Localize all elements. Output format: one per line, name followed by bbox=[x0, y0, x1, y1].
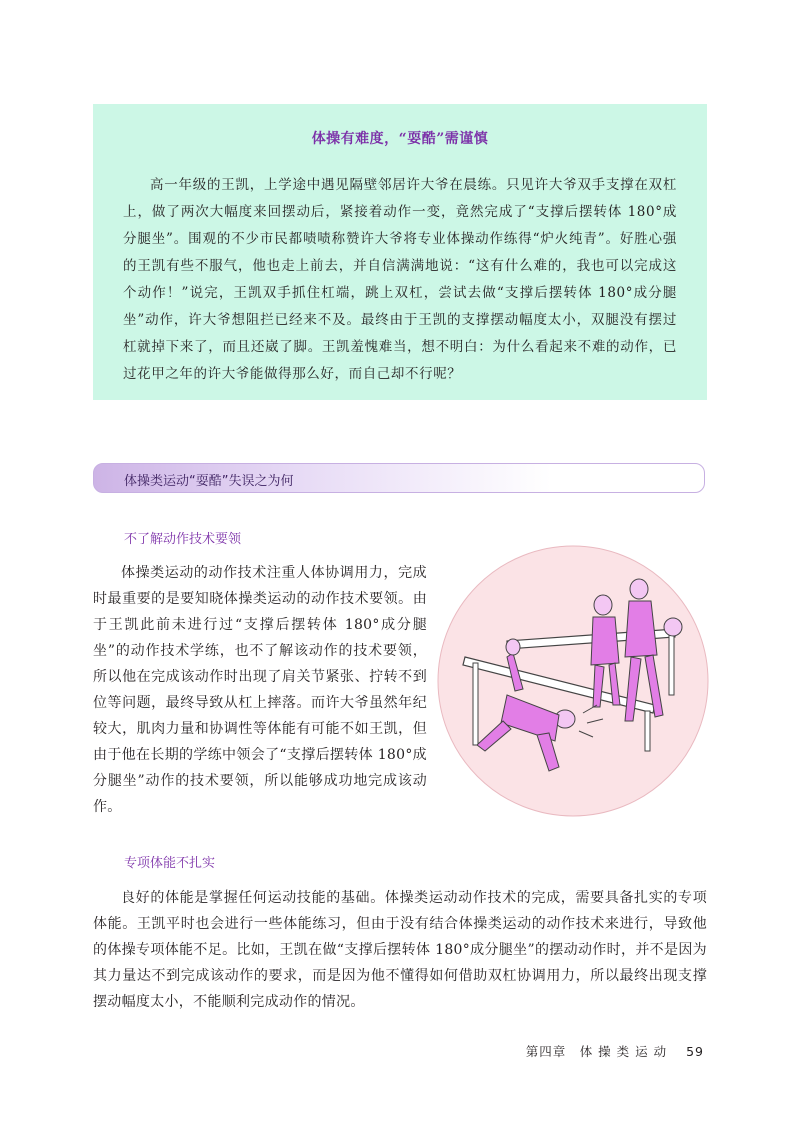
case-box bbox=[93, 104, 707, 400]
subheading-fitness: 专项体能不扎实 bbox=[124, 856, 216, 871]
paragraph-technique: 体操类运动的动作技术注重人体协调用力，完成时最重要的是要知晓体操类运动的动作技术要领。由于王凯此前未进行过“支撑后摆转体 180°成分腿坐”的动作技术学练，也不了解该动作的技术要领，所以他在完成该动作时出现了肩关节紧张、拧转不到位等问题，最终导致从杠上摔落。而许大爷虽然年纪较大，肌肉力量和协调性等体能有可能不如王凯，但由于他在长期的学练中领会了“支撑后摆转体 180°成分腿坐”动作的技术要领，所以能够成功地完成该动作。 bbox=[93, 565, 427, 815]
parallel-bars-illustration bbox=[437, 545, 709, 817]
section-banner bbox=[93, 463, 705, 493]
case-title: 体操有难度，“耍酷”需谨慎 bbox=[311, 131, 489, 147]
section-title: 体操类运动“耍酷”失误之为何 bbox=[124, 474, 294, 489]
subheading-technique: 不了解动作技术要领 bbox=[124, 532, 242, 547]
chapter-label: 第四章 体 操 类 运 动 bbox=[525, 1044, 668, 1059]
page-footer bbox=[526, 1042, 704, 1060]
case-text: 高一年级的王凯，上学途中遇见隔壁邻居许大爷在晨练。只见许大爷双手支撑在双杠上，做了两次大幅度来回摆动后，紧接着动作一变，竟然完成了“支撑后摆转体 180°成分腿坐”。围观的不少市民都啧啧称赞许大爷将专业体操动作练得“炉火纯青”。好胜心强的王凯有些不服气，他也走上前去，并自信满满地说：“这有什么难的，我也可以完成这个动作！”说完，王凯双手抓住杠端，跳上双杠，尝试去做“支撑后摆转体 180°成分腿坐”动作，许大爷想阻拦已经来不及。最终由于王凯的支撑摆动幅度太小，双腿没有摆过杠就掉下来了，而且还崴了脚。王凯羞愧难当，想不明白：为什么看起来不难的动作，已过花甲之年的许大爷能做得那么好，而自己却不行呢？ bbox=[123, 177, 677, 382]
paragraph-fitness: 良好的体能是掌握任何运动技能的基础。体操类运动动作技术的完成，需要具备扎实的专项体能。王凯平时也会进行一些体能练习，但由于没有结合体操类运动的动作技术来进行，导致他的体操专项体能不足。比如，王凯在做“支撑后摆转体 180°成分腿坐”的摆动动作时，并不是因为其力量达不到完成该动作的要求，而是因为他不懂得如何借助双杠协调用力，所以最终出现支撑摆动幅度太小，不能顺利完成动作的情况。 bbox=[93, 890, 707, 1010]
page-number: 59 bbox=[686, 1044, 704, 1059]
